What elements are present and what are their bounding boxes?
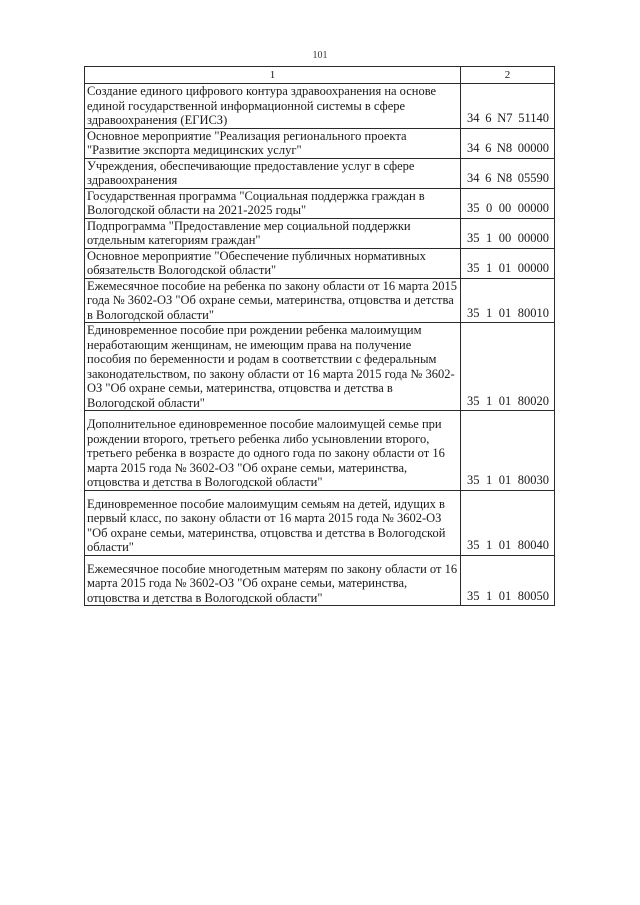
row-name: Основное мероприятие "Реализация регионального проекта "Развитие экспорта медицинских услуг" bbox=[85, 128, 461, 158]
row-code bbox=[461, 278, 555, 323]
code-subsection: 6 bbox=[485, 171, 492, 185]
row-code bbox=[461, 411, 555, 491]
code-direction: 00000 bbox=[517, 201, 549, 215]
table-row bbox=[85, 248, 555, 278]
code-subsection: 0 bbox=[486, 201, 493, 215]
row-code bbox=[461, 128, 555, 158]
code-subsection: 1 bbox=[486, 305, 493, 320]
row-name: Подпрограмма "Предоставление мер социальной поддержки отдельным категориям граждан" bbox=[85, 218, 461, 248]
row-name: Единовременное пособие малоимущим семьям на детей, идущих в первый класс, по закону области от 16 марта 2015 года № 3602-ОЗ "Об охране семьи, материнства, отцовства и детства в Вологодской области" bbox=[85, 490, 461, 555]
budget-table bbox=[84, 66, 555, 606]
code-item: 00 bbox=[498, 231, 512, 245]
code-subsection: 6 bbox=[485, 141, 492, 155]
row-name: Государственная программа "Социальная поддержка граждан в Вологодской области на 2021-2025 годы" bbox=[85, 188, 461, 218]
row-name: Учреждения, обеспечивающие предоставление услуг в сфере здравоохранения bbox=[85, 158, 461, 188]
table-row bbox=[85, 128, 555, 158]
code-direction: 80020 bbox=[517, 393, 549, 408]
row-name: Создание единого цифрового контура здравоохранения на основе единой государственной информационной системы в сфере здравоохранения (ЕГИСЗ) bbox=[85, 84, 461, 129]
code-direction: 80030 bbox=[517, 473, 549, 487]
code-direction: 80040 bbox=[517, 538, 549, 552]
code-section: 35 bbox=[467, 305, 480, 320]
header-col-2: 2 bbox=[461, 67, 555, 84]
table-row bbox=[85, 411, 555, 491]
code-direction: 51140 bbox=[518, 111, 549, 125]
code-direction: 00000 bbox=[517, 261, 549, 275]
code-section: 35 bbox=[467, 588, 480, 603]
code-section: 35 bbox=[467, 201, 480, 215]
code-subsection: 1 bbox=[486, 393, 493, 408]
row-name: Основное мероприятие "Обеспечение публичных нормативных обязательств Вологодской области" bbox=[85, 248, 461, 278]
code-item: N7 bbox=[497, 111, 513, 125]
table-row bbox=[85, 84, 555, 129]
code-section: 35 bbox=[467, 261, 480, 275]
code-section: 35 bbox=[467, 538, 480, 552]
row-name: Единовременное пособие при рождении ребенка малоимущим неработающим женщинам, не имеющим права на получение пособия по беременности и родам в соответствии с федеральным законодательством, по закону области от 16 марта 2015 года № 3602-ОЗ "Об охране семьи, материнства, отцовства и детства в Вологодской области" bbox=[85, 323, 461, 411]
row-name: Ежемесячное пособие многодетным матерям по закону области от 16 марта 2015 года № 3602-ОЗ "Об охране семьи, материнства, отцовства и детства в Вологодской области" bbox=[85, 555, 461, 606]
code-item: 01 bbox=[498, 473, 512, 487]
table-row bbox=[85, 323, 555, 411]
row-code bbox=[461, 555, 555, 606]
row-code bbox=[461, 248, 555, 278]
code-direction: 80050 bbox=[517, 588, 549, 603]
table-row bbox=[85, 278, 555, 323]
row-code bbox=[461, 323, 555, 411]
code-item: 01 bbox=[498, 261, 512, 275]
code-section: 35 bbox=[467, 393, 480, 408]
row-code bbox=[461, 84, 555, 129]
code-item: 01 bbox=[498, 588, 512, 603]
code-section: 35 bbox=[467, 231, 480, 245]
code-direction: 00000 bbox=[517, 231, 549, 245]
code-item: 01 bbox=[498, 305, 512, 320]
code-item: 01 bbox=[498, 393, 512, 408]
code-subsection: 1 bbox=[486, 231, 493, 245]
code-subsection: 1 bbox=[486, 538, 493, 552]
row-name: Ежемесячное пособие на ребенка по закону области от 16 марта 2015 года № 3602-ОЗ "Об охране семьи, материнства, отцовства и детства в Вологодской области" bbox=[85, 278, 461, 323]
table-row bbox=[85, 218, 555, 248]
header-col-1: 1 bbox=[85, 67, 461, 84]
code-section: 34 bbox=[467, 141, 480, 155]
table-row bbox=[85, 555, 555, 606]
row-code bbox=[461, 188, 555, 218]
code-direction: 05590 bbox=[517, 171, 549, 185]
code-subsection: 1 bbox=[486, 473, 493, 487]
row-code bbox=[461, 490, 555, 555]
table-row bbox=[85, 490, 555, 555]
table-row bbox=[85, 188, 555, 218]
row-code bbox=[461, 158, 555, 188]
code-direction: 00000 bbox=[517, 141, 549, 155]
row-name: Дополнительное единовременное пособие малоимущей семье при рождении второго, третьего ребенка либо усыновлении второго, третьего ребенка в возрасте до одного года по закону области от 16 марта 2015 года № 3602-ОЗ "Об охране семьи, материнства, отцовства и детства в Вологодской области" bbox=[85, 411, 461, 491]
code-section: 34 bbox=[467, 171, 480, 185]
table-row bbox=[85, 158, 555, 188]
code-section: 35 bbox=[467, 473, 480, 487]
code-item: N8 bbox=[496, 141, 513, 155]
page-number: 101 bbox=[312, 50, 328, 61]
code-section: 34 bbox=[467, 111, 480, 125]
code-subsection: 1 bbox=[486, 261, 493, 275]
code-direction: 80010 bbox=[517, 305, 549, 320]
row-code bbox=[461, 218, 555, 248]
code-item: 00 bbox=[498, 201, 512, 215]
table-header-row bbox=[85, 67, 555, 84]
code-item: N8 bbox=[496, 171, 513, 185]
code-subsection: 1 bbox=[486, 588, 493, 603]
code-item: 01 bbox=[498, 538, 512, 552]
code-subsection: 6 bbox=[485, 111, 492, 125]
